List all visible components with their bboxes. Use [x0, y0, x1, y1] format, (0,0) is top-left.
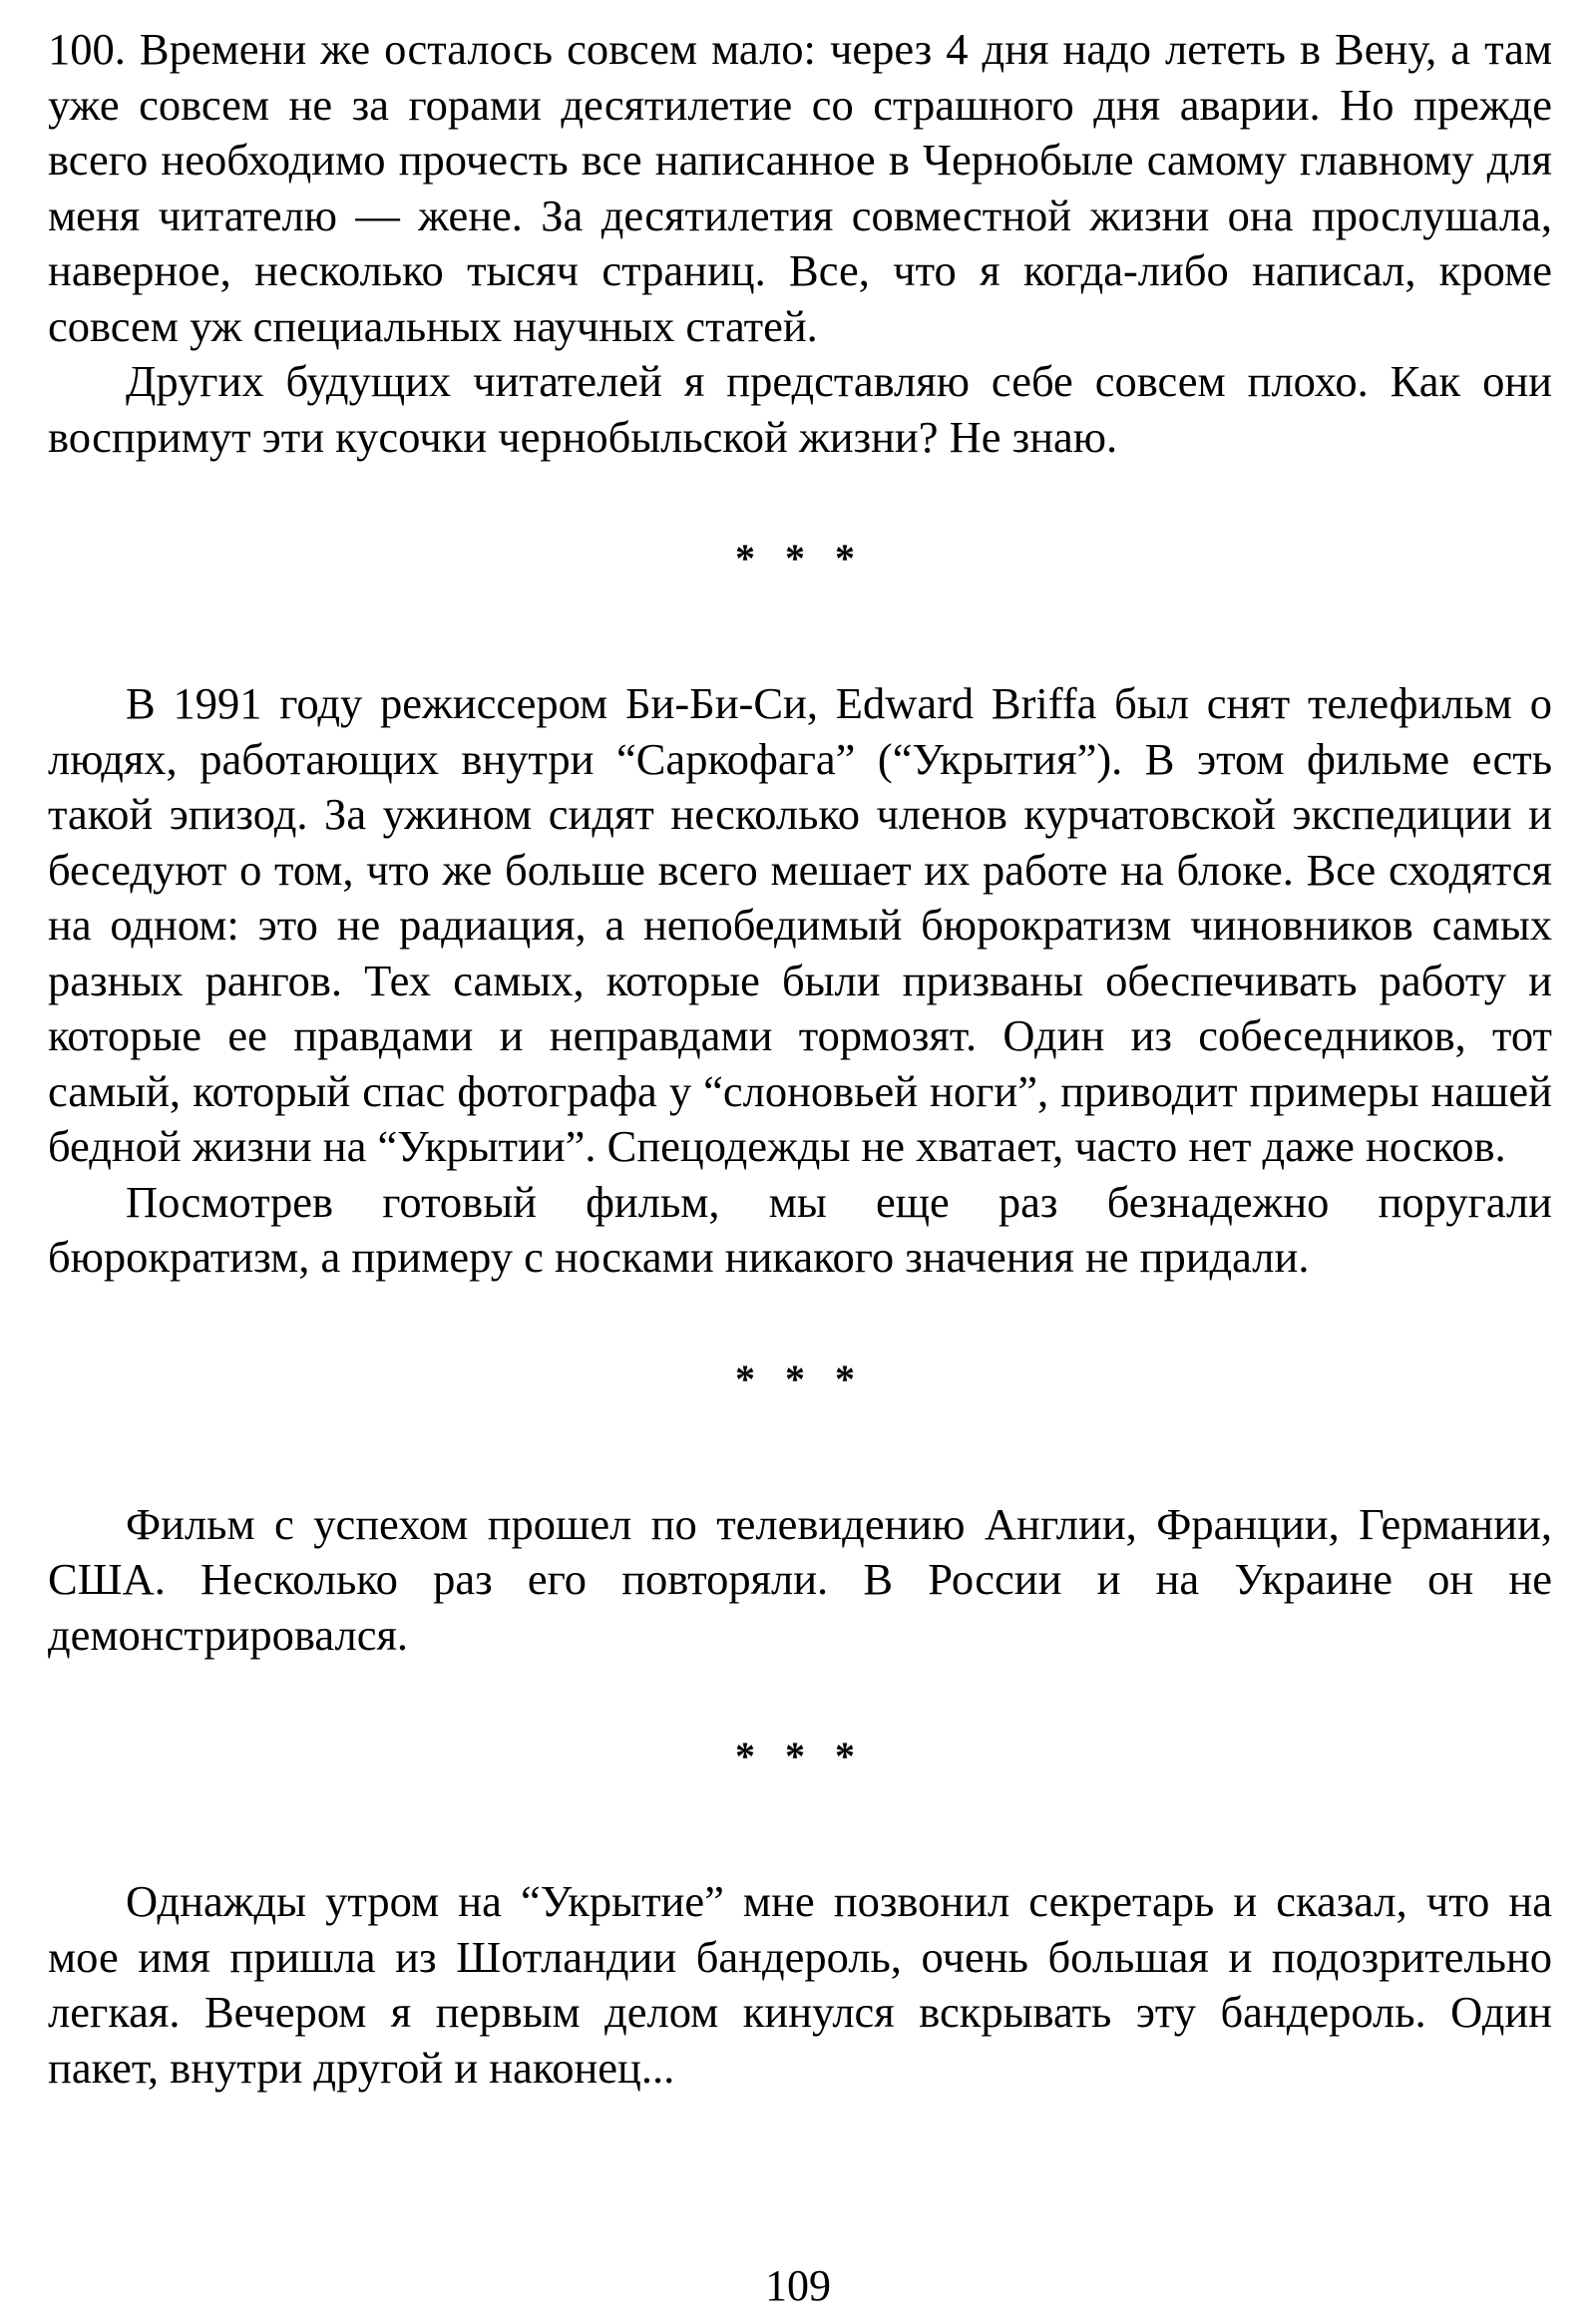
spacer: [48, 579, 1552, 676]
paragraph-entry-100: 100. Времени же осталось совсем мало: через 4 дня надо лететь в Вену, а там уже совсем не за горами десятилетие со страшного дня аварии. Но прежде всего необходимо прочесть все написанное в Чернобыле самому главному для меня читателю — жене. За десятилетия совместной жизни она прослушала, наверное, несколько тысяч страниц. Все, что я когда-либо написал, кроме совсем уж специальных научных статей.: [48, 24, 1552, 351]
spacer: [48, 1286, 1552, 1359]
section-divider: * * *: [735, 1356, 865, 1401]
paragraph-film-broadcast: Фильм с успехом прошел по телевидению Англии, Франции, Германии, США. Несколько раз его повторяли. В России и на Украине он не демонстрировался.: [48, 1498, 1552, 1660]
spacer: [48, 1399, 1552, 1497]
paragraph-parcel: Однажды утром на “Укрытие” мне позвонил секретарь и сказал, что на мое имя пришла из Шотландии бандероль, очень большая и подозрительно легкая. Вечером я первым делом кинулся вскрывать эту бандероль. Один пакет, внутри другой и наконец...: [48, 1876, 1552, 2093]
paragraph-other-readers: Других будущих читателей я представляю себе совсем плохо. Как они воспримут эти кусочки чернобыльской жизни? Не знаю.: [48, 356, 1552, 462]
paragraph-after-viewing: Посмотрев готовый фильм, мы еще раз безнадежно поругали бюрократизм, а примеру с носками никакого значения не придали.: [48, 1176, 1552, 1282]
paragraph-bbc-film: В 1991 году режиссером Би-Би-Си, Edward Briffa был снят телефильм о людях, работающих внутри “Саркофага” (“Укрытия”). В этом фильме есть такой эпизод. За ужином сидят несколько членов курчатовской экспедиции и беседуют о том, что же больше всего мешает их работе на блоке. Все сходятся на одном: это не радиация, а непобедимый бюрократизм чиновников самых разных рангов. Тех самых, которые были призваны обеспечивать работу и которые ее правдами и неправдами тормозят. Один из собеседников, тот самый, который спас фотографа у “слоновьей ноги”, приводит примеры нашей бедной жизни на “Укрытии”. Спецодежды не хватает, часто нет даже носков.: [48, 678, 1552, 1171]
spacer: [48, 465, 1552, 539]
section-divider: * * *: [735, 1734, 865, 1778]
spacer: [48, 1776, 1552, 1874]
page-body: [48, 22, 1552, 2096]
spacer: [48, 1663, 1552, 1737]
section-divider: * * *: [735, 536, 865, 581]
page-number: 109: [765, 2261, 831, 2310]
